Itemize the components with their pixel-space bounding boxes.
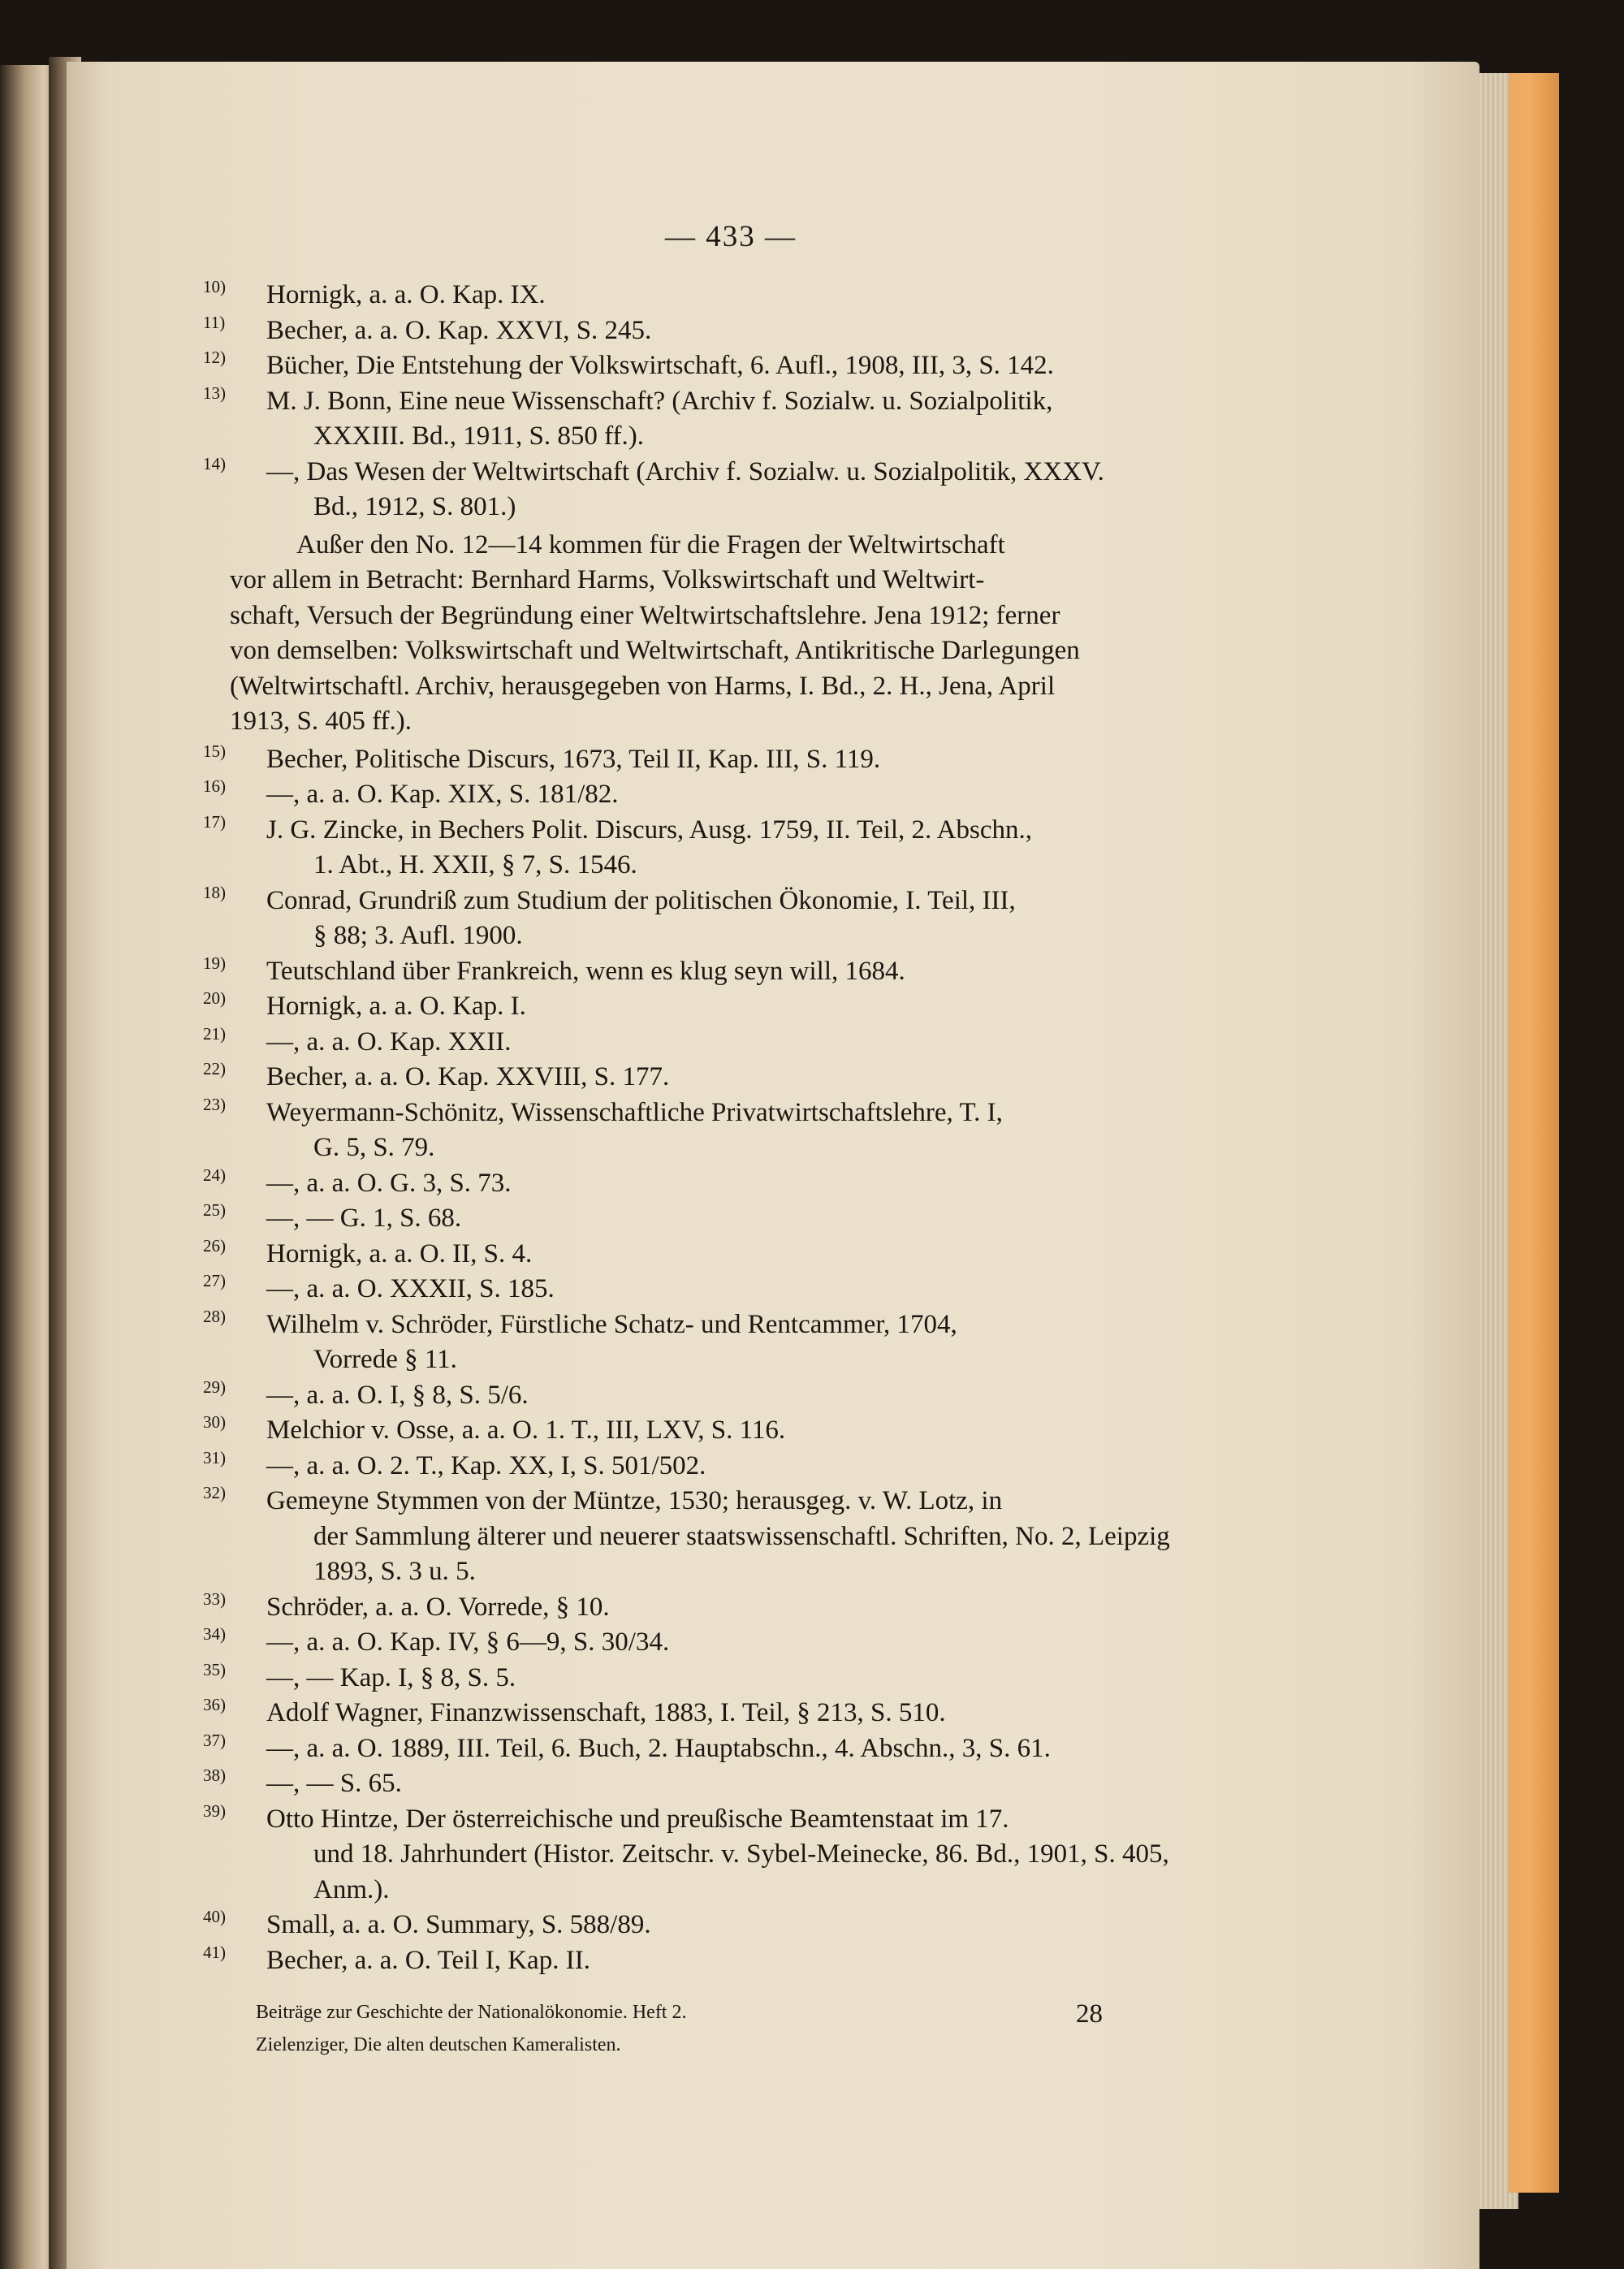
footnote-number: 17) xyxy=(203,811,226,832)
footnote-line: Becher, a. a. O. Teil I, Kap. II. xyxy=(266,1945,590,1975)
footnote-number: 29) xyxy=(203,1377,226,1397)
footnote-line: —, — S. 65. xyxy=(266,1769,402,1798)
footnote-line: der Sammlung älterer und neuerer staatswissenschaftl. Schriften, No. 2, Leipzig xyxy=(313,1521,1170,1551)
footnote-number: 32) xyxy=(203,1483,226,1502)
footnote-number: 31) xyxy=(203,1447,226,1467)
footnote-line: Schröder, a. a. O. Vorrede, § 10. xyxy=(266,1592,610,1622)
footnote-line: Bd., 1912, S. 801.) xyxy=(313,492,516,521)
footnote-line: Hornigk, a. a. O. II, S. 4. xyxy=(266,1238,533,1268)
footnote-number: 37) xyxy=(203,1730,226,1750)
footnote-line: —, Das Wesen der Weltwirtschaft (Archiv f. Sozialw. u. Sozialpolitik, XXXV. xyxy=(266,456,1104,486)
footnote-line: Wilhelm v. Schröder, Fürstliche Schatz- und Rentcammer, 1704, xyxy=(266,1309,957,1339)
footnote-number: 15) xyxy=(203,741,226,761)
footnote-line: Otto Hintze, Der österreichische und preußische Beamtenstaat im 17. xyxy=(266,1804,1009,1834)
footnote-number: 28) xyxy=(203,1306,226,1326)
footnote-number: 16) xyxy=(203,776,226,796)
footnote-number: 41) xyxy=(203,1942,226,1962)
footnote-line: Hornigk, a. a. O. Kap. I. xyxy=(266,992,526,1021)
footnote-number: 20) xyxy=(203,988,226,1008)
footnote-line: —, a. a. O. I, § 8, S. 5/6. xyxy=(266,1380,529,1410)
footnote-line: Bücher, Die Entstehung der Volkswirtschaft, 6. Aufl., 1908, III, 3, S. 142. xyxy=(266,351,1054,380)
footnote-number: 14) xyxy=(203,453,226,473)
footer-series: Beiträge zur Geschichte der Nationalökonomie. Heft 2. xyxy=(256,2002,687,2023)
footnote-number: 22) xyxy=(203,1059,226,1078)
footnote-line: Vorrede § 11. xyxy=(313,1345,457,1374)
footnote-line: Melchior v. Osse, a. a. O. 1. T., III, LXV, S. 116. xyxy=(266,1415,786,1445)
orange-cover-edge xyxy=(1509,73,1559,2193)
footnote-line: Anm.). xyxy=(313,1874,390,1904)
footnote-line: —, — Kap. I, § 8, S. 5. xyxy=(266,1662,516,1692)
footnote-line: —, a. a. O. 2. T., Kap. XX, I, S. 501/502. xyxy=(266,1450,706,1480)
body-paragraph-line: von demselben: Volkswirtschaft und Weltwirtschaft, Antikritische Darlegungen xyxy=(230,636,1080,665)
footnote-number: 21) xyxy=(203,1023,226,1044)
footnote-line: Conrad, Grundriß zum Studium der politischen Ökonomie, I. Teil, III, xyxy=(266,885,1016,915)
footnote-number: 35) xyxy=(203,1659,226,1679)
body-paragraph-line: 1913, S. 405 ff.). xyxy=(230,707,412,736)
footnote-line: Gemeyne Stymmen von der Müntze, 1530; herausgeg. v. W. Lotz, in xyxy=(266,1486,1003,1515)
footnote-number: 19) xyxy=(203,953,226,973)
footnote-number: 12) xyxy=(203,348,226,367)
footnote-number: 11) xyxy=(203,312,226,332)
footnote-number: 36) xyxy=(203,1695,226,1714)
footnote-line: Becher, Politische Discurs, 1673, Teil II, Kap. III, S. 119. xyxy=(266,744,881,774)
footnote-number: 10) xyxy=(203,277,226,296)
footnote-number: 33) xyxy=(203,1588,226,1609)
footer-author-title: Zielenziger, Die alten deutschen Kameralisten. xyxy=(256,2034,621,2055)
footnote-line: Teutschland über Frankreich, wenn es klug seyn will, 1684. xyxy=(266,956,905,986)
footnote-line: —, a. a. O. 1889, III. Teil, 6. Buch, 2. Hauptabschn., 4. Abschn., 3, S. 61. xyxy=(266,1733,1051,1763)
footnote-number: 25) xyxy=(203,1200,226,1220)
footnote-number: 24) xyxy=(203,1165,226,1185)
footnote-line: 1893, S. 3 u. 5. xyxy=(313,1557,476,1586)
footnote-number: 27) xyxy=(203,1271,226,1290)
footnote-line: J. G. Zincke, in Bechers Polit. Discurs, Ausg. 1759, II. Teil, 2. Abschn., xyxy=(266,815,1032,845)
footnote-line: § 88; 3. Aufl. 1900. xyxy=(313,921,523,950)
footnote-line: XXXIII. Bd., 1911, S. 850 ff.). xyxy=(313,421,644,451)
footnote-number: 26) xyxy=(203,1235,226,1256)
footnote-line: G. 5, S. 79. xyxy=(313,1133,435,1162)
footnote-line: —, a. a. O. G. 3, S. 73. xyxy=(266,1168,512,1198)
footnote-line: 1. Abt., H. XXII, § 7, S. 1546. xyxy=(313,850,637,880)
footnote-line: Becher, a. a. O. Kap. XXVI, S. 245. xyxy=(266,315,652,345)
footnote-line: und 18. Jahrhundert (Histor. Zeitschr. v. Sybel-Meinecke, 86. Bd., 1901, S. 405, xyxy=(313,1839,1169,1869)
footnote-line: Adolf Wagner, Finanzwissenschaft, 1883, I. Teil, § 213, S. 510. xyxy=(266,1698,946,1727)
footnote-number: 23) xyxy=(203,1094,226,1114)
footnote-number: 13) xyxy=(203,382,226,403)
footnote-line: —, a. a. O. Kap. XXII. xyxy=(266,1026,512,1057)
page-number: — 433 — xyxy=(665,220,797,253)
sheet-number: 28 xyxy=(1076,1999,1103,2029)
footnote-line: M. J. Bonn, Eine neue Wissenschaft? (Archiv f. Sozialw. u. Sozialpolitik, xyxy=(266,386,1053,416)
footnote-number: 40) xyxy=(203,1907,226,1926)
footnote-line: Becher, a. a. O. Kap. XXVIII, S. 177. xyxy=(266,1062,670,1091)
body-paragraph-line: schaft, Versuch der Begründung einer Weltwirtschaftslehre. Jena 1912; ferner xyxy=(230,600,1060,630)
body-paragraph-line: (Weltwirtschaftl. Archiv, herausgegeben von Harms, I. Bd., 2. H., Jena, April xyxy=(230,671,1056,701)
footnote-line: —, — G. 1, S. 68. xyxy=(266,1204,462,1233)
footnote-line: —, a. a. O. Kap. XIX, S. 181/82. xyxy=(266,780,619,809)
body-paragraph-line: Außer den No. 12—14 kommen für die Fragen der Weltwirtschaft xyxy=(296,529,1005,560)
footnote-line: —, a. a. O. Kap. IV, § 6—9, S. 30/34. xyxy=(266,1627,670,1657)
footnote-line: Small, a. a. O. Summary, S. 588/89. xyxy=(266,1910,651,1939)
footnote-line: —, a. a. O. XXXII, S. 185. xyxy=(266,1274,555,1303)
footnote-number: 18) xyxy=(203,882,226,902)
footnote-number: 30) xyxy=(203,1412,226,1432)
footnote-number: 38) xyxy=(203,1765,226,1785)
footnote-number: 39) xyxy=(203,1800,226,1821)
body-paragraph-line: vor allem in Betracht: Bernhard Harms, Volkswirtschaft und Weltwirt- xyxy=(230,565,985,594)
footnote-number: 34) xyxy=(203,1624,226,1644)
footnote-line: Weyermann-Schönitz, Wissenschaftliche Privatwirtschaftslehre, T. I, xyxy=(266,1097,1003,1127)
footnote-line: Hornigk, a. a. O. Kap. IX. xyxy=(266,280,546,309)
